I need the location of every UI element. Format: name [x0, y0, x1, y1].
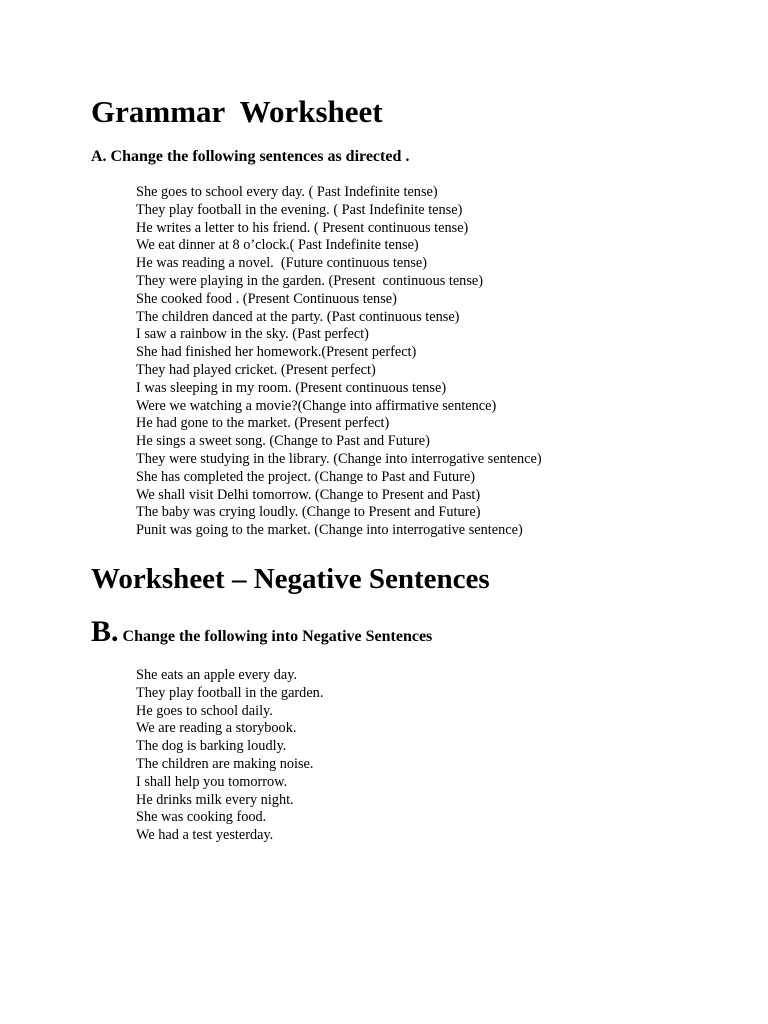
- section-b-heading: [91, 614, 432, 655]
- item-text: We had a test yesterday.: [136, 827, 274, 844]
- item-text: He had gone to the market. (Present perfect): [136, 415, 390, 432]
- item-text: She had finished her homework.(Present perfect): [136, 344, 417, 361]
- item-text: The dog is barking loudly.: [136, 738, 287, 755]
- item-text: She eats an apple every day.: [136, 667, 298, 683]
- item-text: They were playing in the garden. (Present continuous tense): [136, 272, 483, 289]
- item-text: They play football in the evening. ( Past Indefinite tense): [136, 201, 463, 218]
- item-text: I was sleeping in my room. (Present continuous tense): [136, 379, 447, 396]
- item-text: Punit was going to the market. (Change into interrogative sentence): [136, 522, 523, 539]
- item-text: Were we watching a movie?(Change into affirmative sentence): [136, 397, 497, 414]
- item-text: The baby was crying loudly. (Change to Present and Future): [136, 504, 481, 521]
- section-b-letter: B.: [91, 615, 119, 648]
- item-text: They were studying in the library. (Change into interrogative sentence): [136, 450, 542, 467]
- item-text: He writes a letter to his friend. ( Present continuous tense): [136, 219, 469, 236]
- item-text: He sings a sweet song. (Change to Past and Future): [136, 433, 430, 450]
- item-text: We shall visit Delhi tomorrow. (Change to Present and Past): [136, 486, 481, 503]
- item-text: He drinks milk every night.: [136, 791, 294, 808]
- item-text: He goes to school daily.: [136, 702, 273, 719]
- item-text: We eat dinner at 8 o’clock.( Past Indefinite tense): [136, 237, 419, 254]
- item-text: She goes to school every day. ( Past Indefinite tense): [136, 184, 438, 200]
- item-text: I saw a rainbow in the sky. (Past perfect): [136, 326, 369, 343]
- item-text: She has completed the project. (Change to Past and Future): [136, 468, 476, 485]
- item-text: The children are making noise.: [136, 755, 314, 772]
- section-b-title: Worksheet – Negative Sentences: [91, 563, 490, 595]
- page-title: Grammar Worksheet: [91, 94, 383, 129]
- item-text: She cooked food . (Present Continuous tense): [136, 290, 397, 307]
- section-a-heading: A. Change the following sentences as directed .: [91, 148, 410, 165]
- item-text: We are reading a storybook.: [136, 720, 297, 737]
- item-text: They play football in the garden.: [136, 684, 324, 701]
- item-text: He was reading a novel. (Future continuous tense): [136, 255, 428, 272]
- item-text: They had played cricket. (Present perfect): [136, 361, 376, 378]
- section-b-heading-text: Change the following into Negative Sentences: [118, 628, 433, 645]
- item-text: She was cooking food.: [136, 809, 267, 826]
- item-text: The children danced at the party. (Past continuous tense): [136, 308, 460, 325]
- item-text: I shall help you tomorrow.: [136, 773, 288, 790]
